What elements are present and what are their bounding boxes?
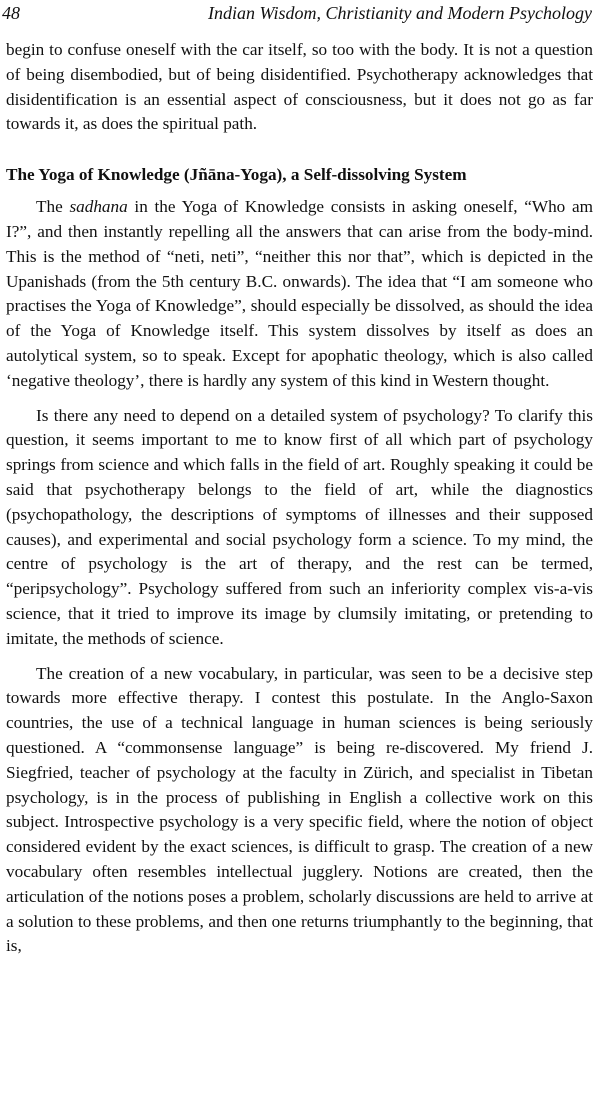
body-text bbox=[6, 38, 593, 959]
running-title: Indian Wisdom, Christianity and Modern Psychology bbox=[208, 3, 592, 23]
running-header bbox=[2, 2, 592, 24]
paragraph-new-vocabulary: The creation of a new vocabulary, in particular, was seen to be a decisive step towards more effective therapy. I contest this postulate. In the Anglo-Saxon countries, the use of a technical language in human sciences is being seriously questioned. A “commonsense language” is being re-discovered. My friend J. Siegfried, teacher of psychology at the faculty in Zürich, and specialist in Tibetan psychology, is in the process of publishing in English a collective work on this subject. Introspective psychology is a very specific field, where the notion of object considered evident by the exact sciences, is difficult to grasp. The creation of a new vocabulary often resembles intellectual jugglery. Notions are created, then the articulation of the notions poses a problem, scholarly discussions are held to arrive at a solution to these problems, and then one returns triumphantly to the beginning, that is, bbox=[6, 663, 593, 956]
paragraph-continuation: in the Yoga of Knowledge consists in asking oneself, “Who am I?”, and then instantly repelling all the answers that can arise from the body-mind. This is the method of “neti, neti”, “neither this nor that”, which is depicted in the Upanishads (from the 5th century B.C. onwards). The idea that “I am someone who practises the Yoga of Knowledge”, should especially be dissolved, as should the idea of the Yoga of Knowledge itself. This system dissolves by itself as does an autolytical system, so to speak. Except for apophatic theology, which is also called ‘negative theology’, there is hardly any system of this kind in Western thought. bbox=[6, 197, 593, 390]
page-number: 48 bbox=[2, 3, 20, 23]
paragraph-lead: The bbox=[36, 197, 70, 217]
sadhana-term: sadhana bbox=[69, 197, 128, 217]
paragraph-yoga-of-knowledge bbox=[6, 195, 593, 393]
paragraph-system-of-psychology: Is there any need to depend on a detailed system of psychology? To clarify this question, it seems important to me to know first of all which part of psychology springs from science and which falls in the field of art. Roughly speaking it could be said that psychotherapy belongs to the field of art, while the diagnostics (psychopathology, the descriptions of symptoms of illnesses and their supposed causes), and experimental and social psychology form a science. To my mind, the centre of psychology is the art of therapy, and the rest can be termed, “peripsychology”. Psychology suffered from such an inferiority complex vis-a-vis science, that it tried to improve its image by clumsily imitating, or pretending to imitate, the methods of science. bbox=[6, 405, 593, 648]
paragraph-disidentification: begin to confuse oneself with the car itself, so too with the body. It is not a question of being disembodied, but of being disidentified. Psychotherapy acknowledges that disidentification is an essential aspect of consciousness, but it does not go as far towards it, as does the spiritual path. bbox=[6, 40, 593, 134]
section-heading: The Yoga of Knowledge (Jñāna-Yoga), a Self-dissolving System bbox=[6, 165, 467, 185]
